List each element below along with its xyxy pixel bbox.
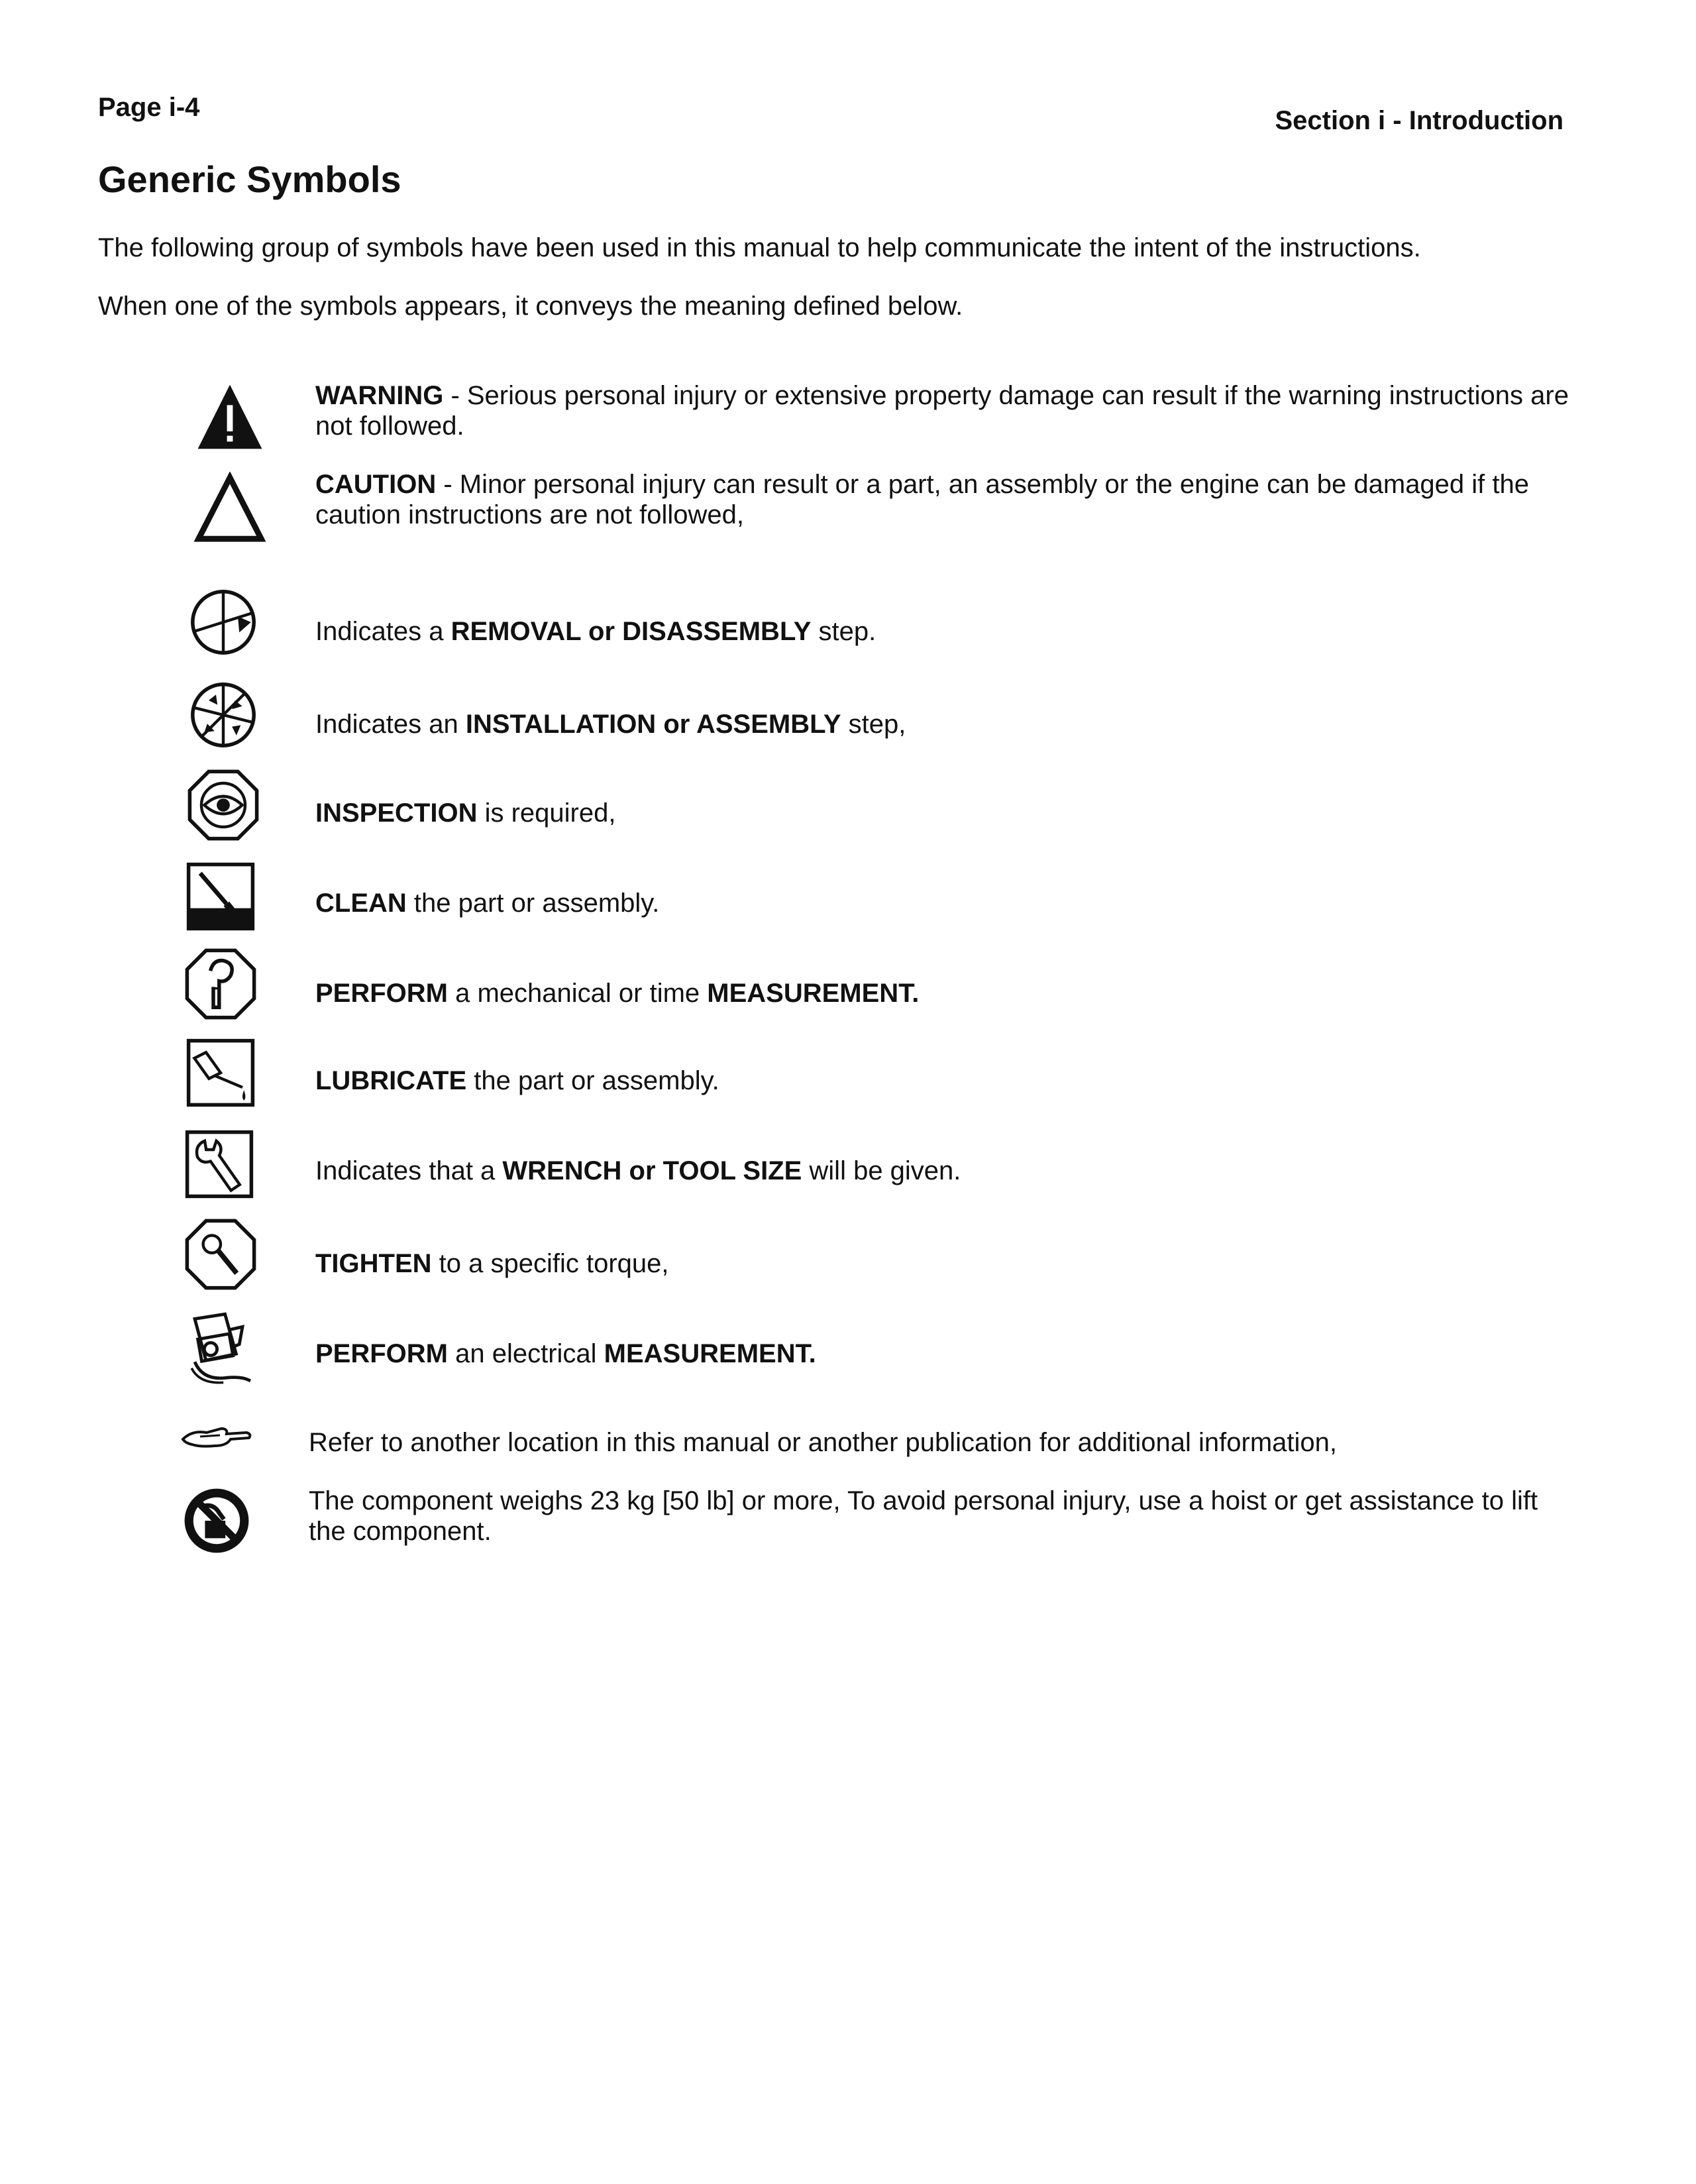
installation-text: Indicates an INSTALLATION or ASSEMBLY step, — [315, 710, 906, 739]
page-title: Generic Symbols — [98, 158, 401, 200]
measurement-icon — [184, 948, 257, 1020]
page-number: Page i-4 — [98, 93, 200, 122]
intro-paragraph-1: The following group of symbols have been used in this manual to help communicate the intent of the instructions. — [98, 233, 1421, 262]
warning-text: WARNING - Serious personal injury or extensive property damage can result if the warning instructions are not followed. — [315, 381, 1569, 441]
warning-icon — [193, 380, 266, 453]
clean-icon — [184, 860, 257, 933]
heavy-lift-icon — [180, 1484, 253, 1557]
caution-text: CAUTION - Minor personal injury can result or a part, an assembly or the engine can be damaged if the caution instructions are not followed, — [315, 470, 1530, 529]
electrical-measurement-icon — [179, 1309, 258, 1389]
measurement-text: PERFORM a mechanical or time MEASUREMENT. — [315, 979, 920, 1008]
heavy-lift-text: The component weighs 23 kg [50 lb] or more, To avoid personal injury, use a hoist or get assistance to lift the component. — [309, 1486, 1538, 1546]
installation-icon — [187, 679, 260, 751]
intro-paragraph-2: When one of the symbols appears, it conveys the meaning defined below. — [98, 292, 963, 321]
wrench-icon — [183, 1128, 256, 1201]
section-title: Section i - Introduction — [1275, 106, 1564, 135]
inspection-icon — [187, 769, 260, 842]
torque-icon — [184, 1218, 257, 1291]
inspection-text: INSPECTION is required, — [315, 798, 616, 828]
removal-text: Indicates a REMOVAL or DISASSEMBLY step. — [315, 617, 876, 646]
reference-hand-icon — [180, 1425, 253, 1451]
wrench-text: Indicates that a WRENCH or TOOL SIZE will be given. — [315, 1156, 961, 1185]
clean-text: CLEAN the part or assembly. — [315, 889, 660, 918]
lubricate-text: LUBRICATE the part or assembly. — [315, 1066, 719, 1095]
removal-icon — [187, 586, 260, 659]
reference-text: Refer to another location in this manual or another publication for additional information, — [309, 1428, 1338, 1457]
caution-icon — [193, 472, 266, 545]
torque-text: TIGHTEN to a specific torque, — [315, 1249, 669, 1278]
electrical-measurement-text: PERFORM an electrical MEASUREMENT. — [315, 1339, 816, 1368]
lubricate-icon — [184, 1036, 257, 1109]
